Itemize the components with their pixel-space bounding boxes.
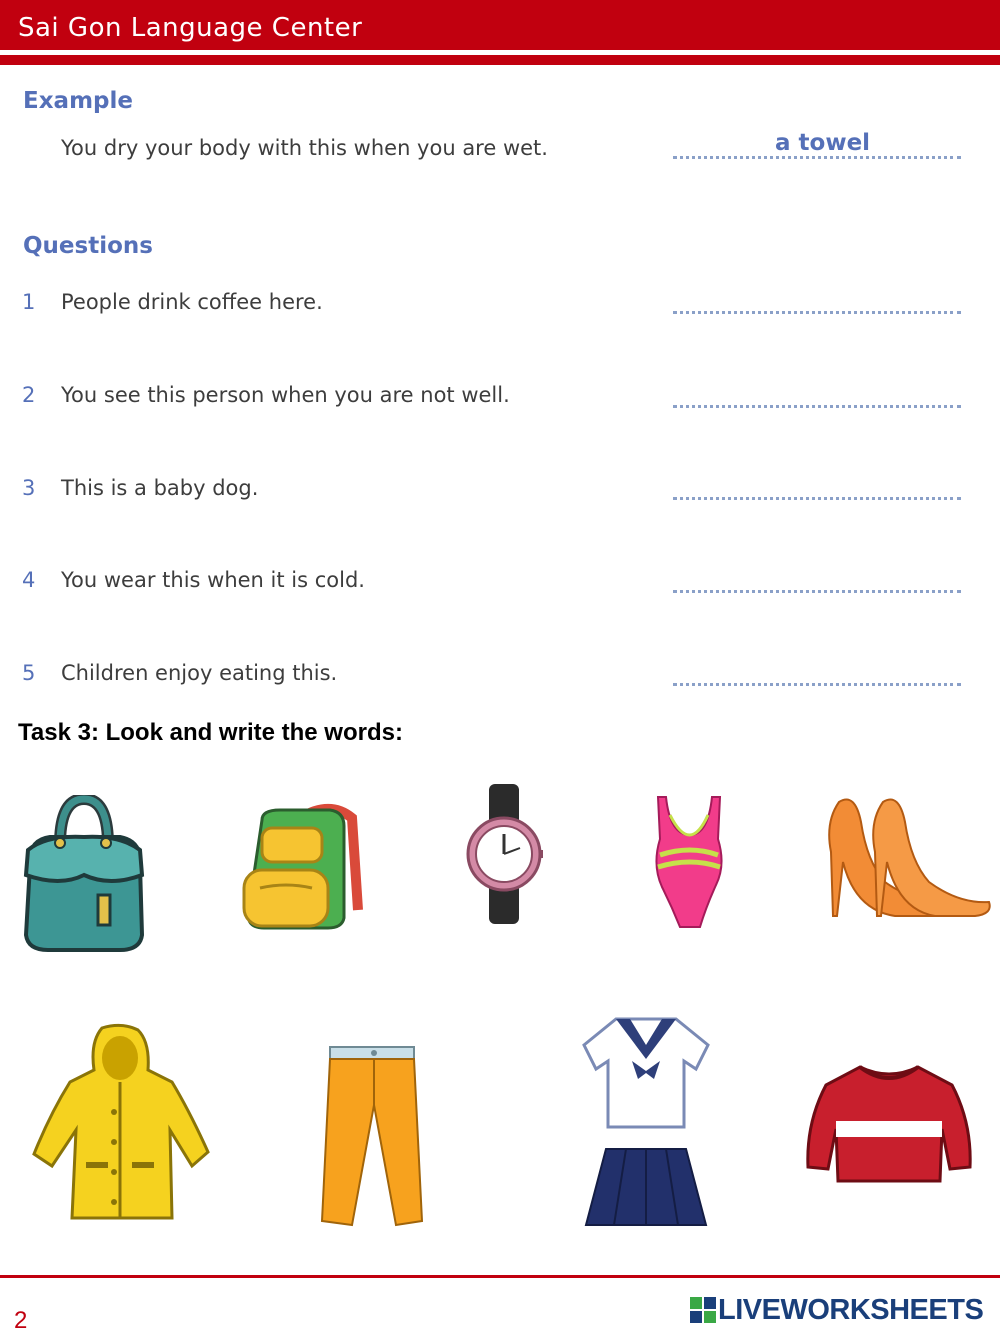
question-number: 2 — [22, 383, 36, 407]
footer-rule — [0, 1275, 1000, 1278]
answer-input-2[interactable] — [673, 405, 961, 408]
watch-icon — [465, 782, 543, 926]
question-text: People drink coffee here. — [61, 290, 323, 314]
example-answer: a towel — [775, 130, 871, 156]
question-number: 3 — [22, 476, 36, 500]
header-rule — [0, 55, 1000, 65]
trousers-icon — [318, 1045, 424, 1227]
answer-input-3[interactable] — [673, 497, 961, 500]
question-number: 1 — [22, 290, 36, 314]
answer-input-4[interactable] — [673, 590, 961, 593]
liveworksheets-logo-icon — [690, 1297, 716, 1323]
brand-text: LIVEWORKSHEETS — [718, 1293, 984, 1326]
question-text: This is a baby dog. — [61, 476, 259, 500]
example-answer-line — [673, 156, 961, 159]
sweater-icon — [806, 1063, 972, 1187]
question-text: You wear this when it is cold. — [61, 568, 365, 592]
page-number: 2 — [14, 1307, 28, 1334]
answer-input-1[interactable] — [673, 311, 961, 314]
example-label: Example — [23, 88, 133, 114]
high-heels-icon — [825, 792, 993, 918]
backpack-icon — [240, 800, 364, 932]
task3-title: Task 3: Look and write the words: — [18, 719, 403, 746]
swimsuit-icon — [650, 795, 728, 929]
questions-label: Questions — [23, 233, 153, 259]
example-text: You dry your body with this when you are wet. — [61, 136, 548, 160]
header-title: Sai Gon Language Center — [18, 13, 363, 43]
handbag-icon — [20, 795, 148, 957]
question-number: 4 — [22, 568, 36, 592]
question-number: 5 — [22, 661, 36, 685]
header-bar — [0, 0, 1000, 50]
liveworksheets-brand[interactable] — [690, 1293, 983, 1327]
answer-input-5[interactable] — [673, 683, 961, 686]
question-text: You see this person when you are not well. — [61, 383, 510, 407]
question-text: Children enjoy eating this. — [61, 661, 338, 685]
raincoat-icon — [32, 1022, 210, 1220]
school-uniform-icon — [580, 1015, 712, 1239]
